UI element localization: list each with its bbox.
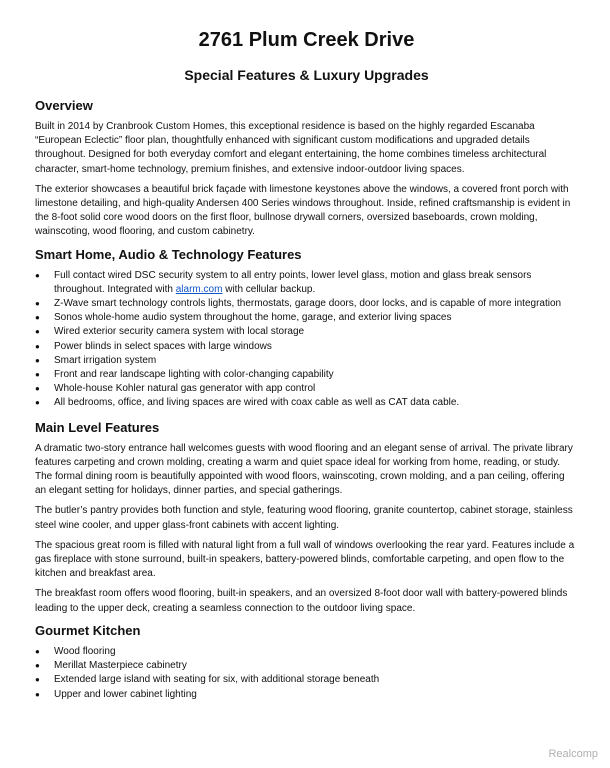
kitchen-list	[35, 645, 578, 702]
smart-home-list	[35, 269, 578, 411]
main-level-paragraph: The butler’s pantry provides both function and style, featuring wood flooring, granite countertop, cabinet storage, stainless steel wine cooler, and upper glass-front cabinets with accent lighting.	[35, 505, 573, 531]
kitchen-section	[35, 622, 578, 702]
list-item: ● Z-Wave smart technology controls lights, thermostats, garage doors, door locks, and is capable of more integration	[35, 297, 578, 311]
kitchen-heading: Gourmet Kitchen	[35, 622, 141, 638]
overview-heading: Overview	[35, 98, 93, 113]
smart-home-heading: Smart Home, Audio & Technology Features	[35, 246, 302, 262]
list-item: ● Power blinds in select spaces with large windows	[35, 340, 578, 354]
main-level-section	[35, 419, 578, 616]
list-item: ● Sonos whole-home audio system throughout the home, garage, and exterior living spaces	[35, 311, 578, 325]
list-item: ● Wood flooring	[35, 645, 578, 659]
list-item: ● Wired exterior security camera system with local storage	[35, 325, 578, 339]
overview-paragraph-1: Built in 2014 by Cranbrook Custom Homes, this exceptional residence is based on the highly regarded Escanaba “European Eclectic” floor plan, thoughtfully enhanced with significant custom modifications and upgraded details throughout. Designed for both everyday comfort and elegant entertaining, the home combines timeless architectural character, smart-home technology, premium finishes, and extensive indoor-outdoor living spaces.	[35, 121, 547, 175]
list-item	[35, 269, 578, 297]
list-item: ● Front and rear landscape lighting with color-changing capability	[35, 368, 578, 382]
smart-home-section	[35, 246, 578, 411]
list-item-text: Full contact wired DSC security system to all entry points, lower level glass, motion and glass break sensors throughout. Integrated with	[54, 269, 532, 295]
alarm-com-link[interactable]: alarm.com	[175, 283, 223, 295]
main-level-paragraph: A dramatic two-story entrance hall welcomes guests with wood flooring and an elegant sense of arrival. The private library features carpeting and crown molding, creating a warm and quiet space ideal for working from home, reading, or study. The formal dining room is beautifully appointed with wood floors, wainscoting, crown molding, and a pan ceiling, offering an elegant setting for holidays, dinner parties, and special gatherings.	[35, 442, 573, 497]
document-title: 2761 Plum Creek Drive	[198, 29, 415, 51]
list-item-text: with cellular backup.	[222, 283, 316, 295]
list-item: ● Smart irrigation system	[35, 354, 578, 368]
overview-section	[35, 97, 578, 240]
list-item: ● All bedrooms, office, and living spaces are wired with coax cable as well as CAT data cable.	[35, 396, 578, 410]
list-item: ● Merillat Masterpiece cabinetry	[35, 659, 578, 673]
list-item: ● Extended large island with seating for six, with additional storage beneath	[35, 673, 578, 687]
document-subtitle: Special Features & Luxury Upgrades	[184, 67, 429, 83]
list-item: ● Whole-house Kohler natural gas generator with app control	[35, 382, 578, 396]
main-level-paragraph: The spacious great room is filled with natural light from a full wall of windows overlooking the rear yard. Features include a gas fireplace with stone surround, built-in speakers, battery-powered blinds, comfortable carpeting, and open flow to the kitchen and breakfast area.	[35, 539, 575, 580]
realcomp-watermark: Realcomp	[548, 748, 598, 760]
main-level-paragraph: The breakfast room offers wood flooring, built-in speakers, and an oversized 8-foot door wall with battery-powered blinds leading to the upper deck, creating a seamless connection to the outdoor living space.	[35, 588, 568, 614]
overview-paragraph-2: The exterior showcases a beautiful brick façade with limestone keystones above the windows, a covered front porch with limestone detailing, and high-quality Andersen 400 Series windows throughout. Inside, refined craftsmanship is evident in the 8-foot solid core wood doors on the first floor, bullnose drywall corners, oversized baseboards, crown molding, wainscoting, wood flooring, and custom cabinetry.	[35, 183, 571, 238]
main-level-heading: Main Level Features	[35, 419, 160, 435]
list-item: ● Upper and lower cabinet lighting	[35, 688, 578, 702]
